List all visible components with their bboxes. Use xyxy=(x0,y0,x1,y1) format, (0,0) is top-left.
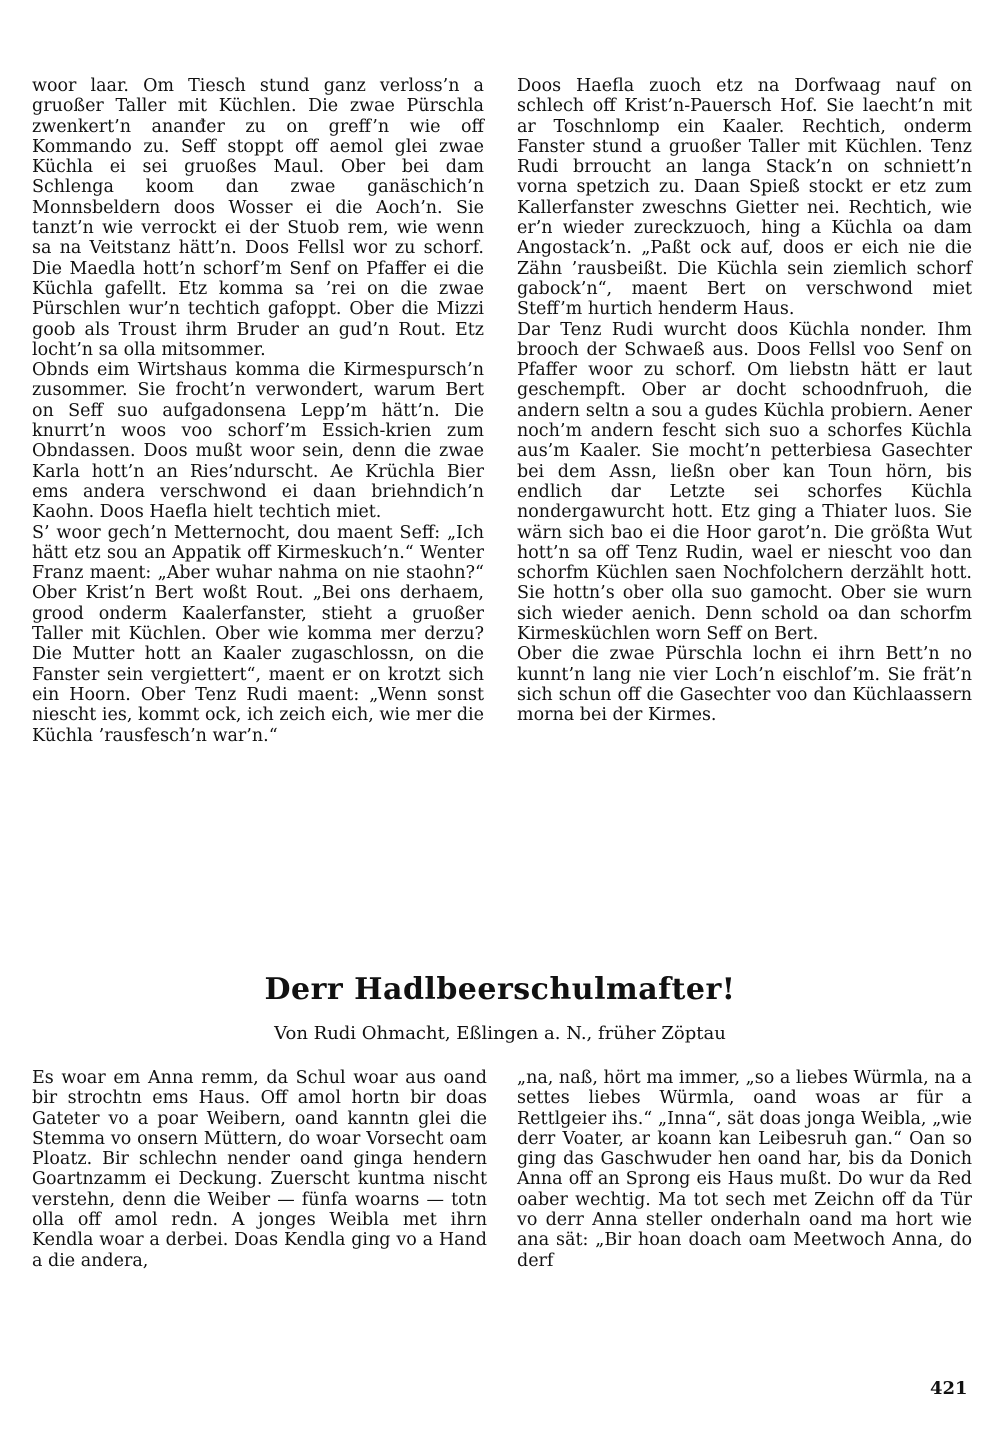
paragraph: Dar Tenz Rudi wurcht doos Küchla nonder. Ihm brooch der Schwaeß aus. Doos Fellsl voo Senf on Pfaffer woor zu schorf. Om liebstn hätt er laut geschempft. Ober ar docht schoodnfruoh, die andern seltn a sou a gudes Küchla probiern. Aener noch’m andern fescht sich suo a schorfes Küchla aus’m Kaaler. Sie mocht’n petterbiesa Gasechter bei dem Assn, ließn ober kan Toun hörn, bis endlich dar Letzte sei schorfes Küchla nondergawurcht hott. Etz ging a Thiater luos. Sie wärn sich bao ei die Hoor garot’n. Die größta Wut hott’n sa off Tenz Rudin, wael er niescht voo dan schorfm Küchlen saen Nochfolchern derzählt hott. Sie hottn’s ober olla suo gamocht. Ober sie wurn sich wieder aenich. Denn schold oa dan schorfm Kirmesküchlen worn Seff on Bert. xyxy=(517,319,972,645)
article2-byline: Von Rudi Ohmacht, Eßlingen a. N., früher Zöptau xyxy=(274,1023,726,1044)
paragraph: woor laar. Om Tiesch stund ganz verloss’n a gruoßer Taller mit Küchlen. Die zwae Pürschla zwenkert’n ananđer zu on greff’n wie off Kommando zu. Seff stoppt off aemol glei zwae Küchla ei sei gruoßes Maul. Ober bei dam Schlenga koom dan zwae ganäschich’n Monnsbeldern doos Wosser ei die Aoch’n. Sie tanzt’n wie verrockt ei der Stuob rem, wie wenn sa na Veitstanz hätt’n. Doos Fellsl wor zu schorf. Die Maedla hott’n schorf’m Senf on Pfaffer ei die Küchla gafellt. Etz komma sa ’rei on die zwae Pürschlen wur’n techtich gafoppt. Ober die Mizzi goob als Troust ihrm Bruder an gud’n Rout. Etz locht’n sa olla mitsommer. xyxy=(32,76,484,360)
paragraph: Ober die zwae Pürschla lochn ei ihrn Bett’n no kunnt’n lang nie vier Loch’n eischlof’m. Sie frät’n sich schun off die Gasechter voo dan Küchlaassern morna bei der Kirmes. xyxy=(517,644,972,726)
page-number: 421 xyxy=(930,1378,968,1399)
paragraph: „na, naß, hört ma immer, „so a liebes Würmla, na a settes liebes Würmla, oand woas ar für a Rettlgeier ihs.“ „Inna“, sät doas jonga Weibla, „wie derr Voater, ar koann kan Leibesruh gan.“ Oan so ging das Gaschwuder hen oand har, bis da Donich Anna off an Sprong eis Haus mußt. Do wur da Red oaber wechtig. Ma tot sech met Zeichn off da Tür vo derr Anna steller onderhaln oand ma hort wie ana sät: „Bir hoan doach oam Meetwoch Anna, do derf xyxy=(517,1068,972,1271)
paragraph: Doos Haefla zuoch etz na Dorfwaag nauf on schlech off Krist’n-Pauersch Hof. Sie laecht’n mit ar Toschnlomp ein Kaaler. Rechtich, onderm Fanster stund a gruoßer Taller mit Küchlen. Tenz Rudi brroucht an langa Stack’n on schniett’n vorna spetzich zu. Daan Spieß stockt er etz zum Kallerfanster zweschns Gietter nei. Rechtich, wie er’n wieder zureckzuoch, hing a Küchla oa dam Angostack’n. „Paßt ock auf, doos er eich nie die Zähn ’rausbeißt. Die Küchla sein ziemlich schorf gabock’n“, maent Bert on verschwond miet Steff’m hurtich henderm Haus. xyxy=(517,76,972,320)
paragraph: S’ woor gech’n Metternocht, dou maent Seff: „Ich hätt etz sou an Appatik off Kirmeskuch’n.“ Wenter Franz maent: „Aber wuhar nahma on nie staohn?“ Ober Krist’n Bert woßt Rout. „Bei ons derhaem, grood onderm Kaalerfanster, stieht a gruoßer Taller mit Küchlen. Ober wie komma mer derzu? Die Mutter hott an Kaaler zugaschlossn, on die Fanster sein vergiettert“, maent er on krotzt sich ein Hoorn. Ober Tenz Rudi maent: „Wenn sonst niescht ies, kommt ock, ich zeich eich, wie mer die Küchla ’rausfesch’n war’n.“ xyxy=(32,522,484,746)
article2-left-column xyxy=(32,1068,487,1271)
paragraph: Obnds eim Wirtshaus komma die Kirmespursch’n zusommer. Sie frocht’n verwondert, warum Bert on Seff suo aufgadonsena Lepp’m hätt’n. Die knurrt’n woos voo schorf’m Essich-krien zum Obndassen. Doos mußt woor sein, denn die zwae Karla hott’n an Ries’ndurscht. Ae Krüchla Bier ems andera verschwond ei daan briehndich’n Kaohn. Doos Haefla hielt techtich miet. xyxy=(32,360,484,523)
article2-right-column xyxy=(517,1068,972,1271)
article1-right-column xyxy=(517,76,972,726)
article1-left-column xyxy=(32,76,484,746)
paragraph: Es woar em Anna remm, da Schul woar aus oand bir strochtn ems Haus. Off amol hortn bir doas Gateter vo a poar Weibern, oand kanntn glei die Stemma vo onsern Müttern, do woar Vorsecht oam Ploatz. Bir schlechn nender oand ginga hendern Goartnzamm ei Deckung. Zuerscht kuntma nischt verstehn, denn die Weiber — fünfa woarns — totn olla off amol redn. A jonges Weibla met ihrn Kendla woar a derbei. Doas Kendla ging vo a Hand a die andera, xyxy=(32,1068,487,1271)
article2-title: Derr Hadlbeerschulmafter! xyxy=(264,972,736,1007)
